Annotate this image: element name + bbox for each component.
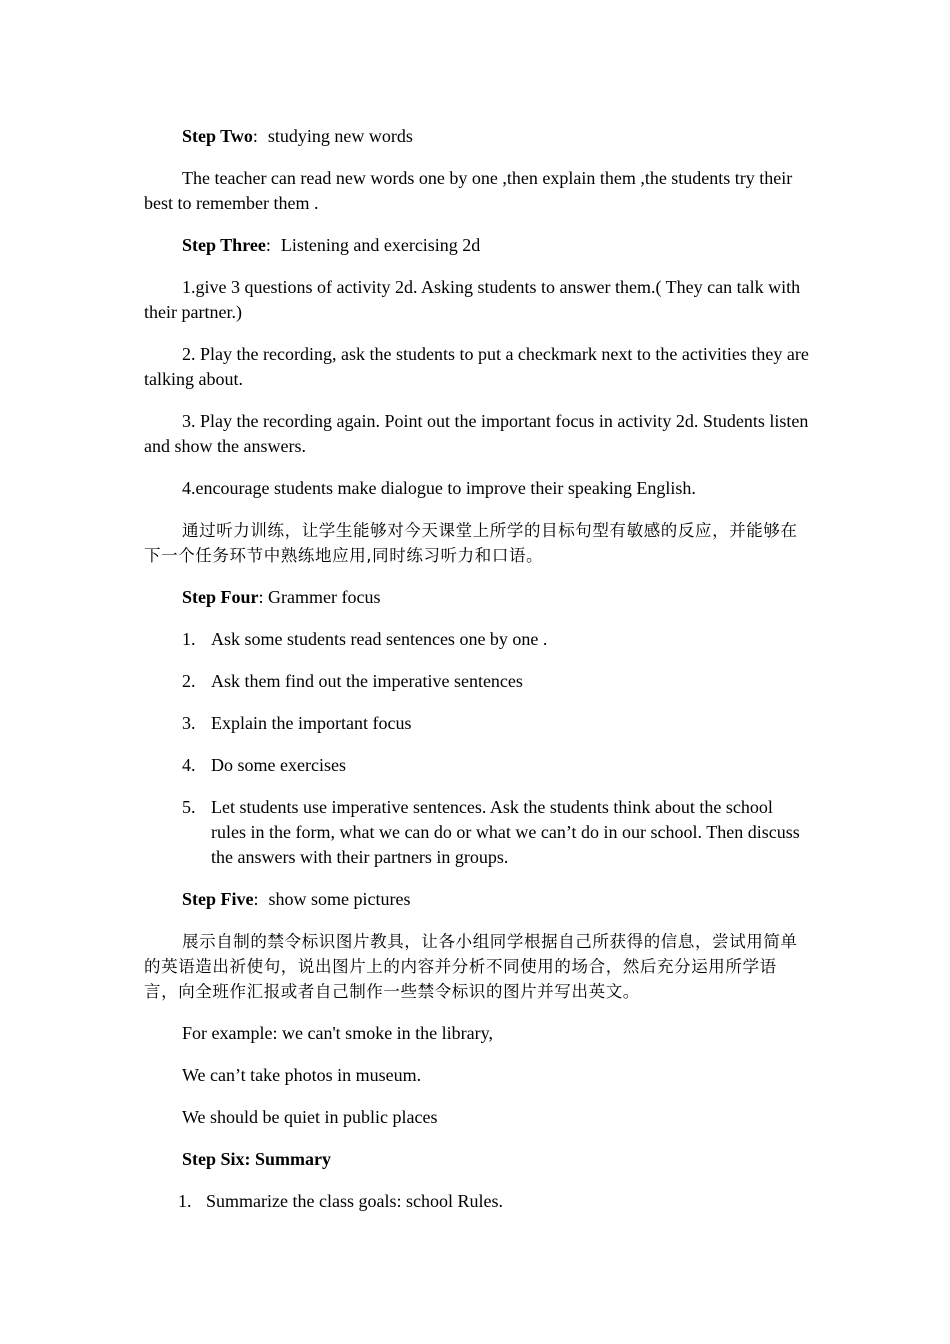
- step-three-chinese-note: 通过听力训练，让学生能够对今天课堂上所学的目标句型有敏感的反应，并能够在下一个任务环节中熟练地应用,同时练习听力和口语。: [144, 521, 798, 565]
- list-item: [144, 669, 810, 694]
- step-five-label: Step Five: [182, 889, 254, 909]
- step-three-title: Listening and exercising 2d: [280, 235, 481, 255]
- step-two-body: The teacher can read new words one by one ,then explain them ,the students try their best to remember them .: [144, 168, 793, 213]
- step-two-separator: :: [252, 126, 258, 146]
- list-text: Ask them find out the imperative sentences: [211, 671, 523, 691]
- list-number: 2.: [182, 671, 196, 691]
- example-line: We can’t take photos in museum.: [182, 1065, 422, 1085]
- step-five-title: show some pictures: [268, 889, 411, 909]
- step-three-item: 2. Play the recording, ask the students to put a checkmark next to the activities they are talking about.: [144, 344, 809, 389]
- list-item: [144, 711, 810, 736]
- step-three-label: Step Three: [182, 235, 266, 255]
- step-five-heading: [144, 887, 810, 912]
- step-three-item: 1.give 3 questions of activity 2d. Asking students to answer them.( They can talk with their partner.): [144, 277, 801, 322]
- step-four-title: Grammer focus: [268, 587, 381, 607]
- step-two-label: Step Two: [182, 126, 253, 146]
- list-text: Let students use imperative sentences. Ask the students think about the school rules in the form, what we can do or what we can’t do in our school. Then discuss the answers with their partners in groups.: [211, 797, 800, 867]
- example-line: We should be quiet in public places: [182, 1107, 438, 1127]
- list-text: Do some exercises: [211, 755, 346, 775]
- example-line: For example: we can't smoke in the library,: [182, 1023, 493, 1043]
- list-text: Ask some students read sentences one by one .: [211, 629, 548, 649]
- step-three-separator: :: [265, 235, 271, 255]
- step-five-chinese-note: 展示自制的禁令标识图片教具，让各小组同学根据自己所获得的信息，尝试用简单的英语造出祈使句，说出图片上的内容并分析不同使用的场合，然后充分运用所学语言，向全班作汇报或者自己制作一些禁令标识的图片并写出英文。: [144, 932, 798, 1001]
- list-item: [144, 1189, 810, 1214]
- list-text: Summarize the class goals: school Rules.: [206, 1191, 503, 1211]
- list-item: [144, 753, 810, 778]
- list-item: [144, 795, 810, 870]
- step-five-separator: :: [253, 889, 259, 909]
- step-six-heading: [144, 1147, 810, 1172]
- step-four-separator: :: [258, 587, 264, 607]
- step-four-heading: [144, 585, 810, 610]
- list-number: 1.: [182, 629, 196, 649]
- step-three-heading: [144, 233, 810, 258]
- list-number: 4.: [182, 755, 196, 775]
- step-three-item: 3. Play the recording again. Point out the important focus in activity 2d. Students listen and show the answers.: [144, 411, 809, 456]
- step-two-heading: [144, 124, 810, 149]
- list-number: 1.: [178, 1191, 192, 1211]
- step-two-title: studying new words: [267, 126, 413, 146]
- list-text: Explain the important focus: [211, 713, 412, 733]
- document-page: [144, 124, 810, 1231]
- step-four-label: Step Four: [182, 587, 259, 607]
- list-number: 3.: [182, 713, 196, 733]
- list-item: [144, 627, 810, 652]
- step-three-item: 4.encourage students make dialogue to improve their speaking English.: [182, 478, 696, 498]
- list-number: 5.: [182, 797, 196, 817]
- step-six-label: Step Six: Summary: [182, 1149, 332, 1169]
